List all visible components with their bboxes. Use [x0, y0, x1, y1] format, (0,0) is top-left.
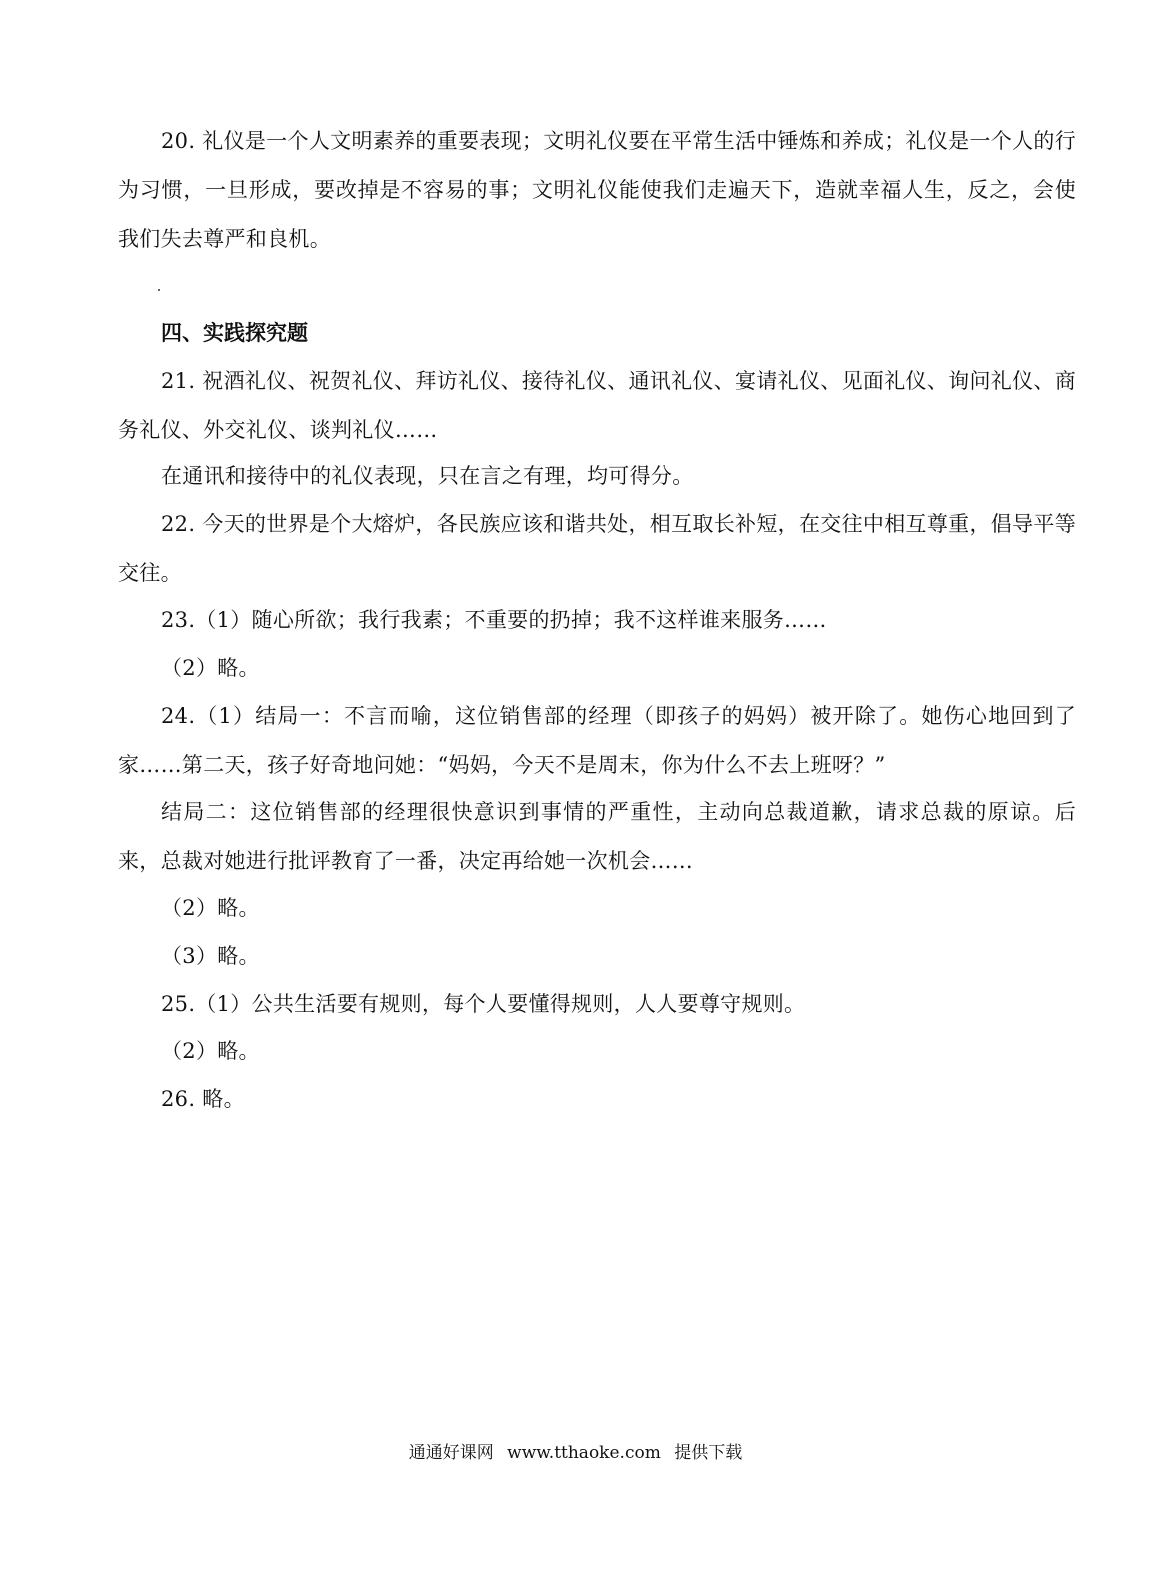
answer-21-note: 在通讯和接待中的礼仪表现，只在言之有理，均可得分。 — [161, 464, 694, 488]
scan-speck — [158, 289, 160, 291]
answer-25-part1: 25.（1）公共生活要有规则，每个人要懂得规则，人人要尊守规则。 — [161, 992, 806, 1016]
answer-24-part2: （2）略。 — [161, 896, 260, 920]
answer-23-part2: （2）略。 — [161, 656, 260, 680]
answer-23-part1: 23.（1）随心所欲；我行我素；不重要的扔掉；我不这样谁来服务…… — [161, 608, 827, 632]
answer-26: 26. 略。 — [161, 1087, 245, 1111]
footer-site-name: 通通好课网 — [408, 1443, 494, 1463]
footer-suffix: 提供下载 — [674, 1443, 743, 1463]
answer-21: 21. 祝酒礼仪、祝贺礼仪、拜访礼仪、接待礼仪、通讯礼仪、宴请礼仪、见面礼仪、询问礼仪、商务礼仪、外交礼仪、谈判礼仪…… — [118, 369, 1076, 442]
answer-24-part3: （3）略。 — [161, 944, 260, 968]
footer-url[interactable]: www.tthaoke.com — [507, 1443, 661, 1463]
section-heading: 四、实践探究题 — [161, 321, 308, 345]
answer-25-part2: （2）略。 — [161, 1039, 260, 1063]
page-footer — [0, 1441, 1151, 1465]
answer-24-part1: 24.（1）结局一：不言而喻，这位销售部的经理（即孩子的妈妈）被开除了。她伤心地回到了家……第二天，孩子好奇地问她：“妈妈，今天不是周末，你为什么不去上班呀？” — [118, 704, 1076, 777]
answer-22: 22. 今天的世界是个大熔炉，各民族应该和谐共处，相互取长补短，在交往中相互尊重，倡导平等交往。 — [118, 512, 1076, 585]
answer-24-ending2: 结局二：这位销售部的经理很快意识到事情的严重性，主动向总裁道歉，请求总裁的原谅。后来，总裁对她进行批评教育了一番，决定再给她一次机会…… — [118, 800, 1076, 873]
answer-20: 20. 礼仪是一个人文明素养的重要表现；文明礼仪要在平常生活中锤炼和养成；礼仪是一个人的行为习惯，一旦形成，要改掉是不容易的事；文明礼仪能使我们走遍天下，造就幸福人生，反之，会使我们失去尊严和良机。 — [118, 129, 1076, 251]
